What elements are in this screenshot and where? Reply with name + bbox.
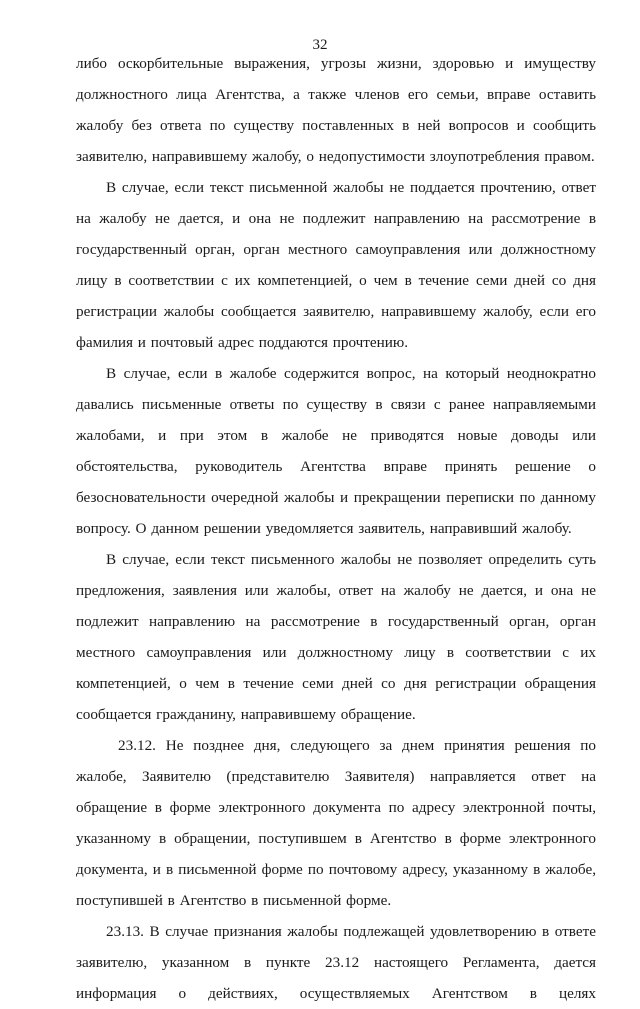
document-body [76, 48, 596, 1009]
paragraph-undefined-essence: В случае, если текст письменного жалобы не позволяет определить суть предложения, заявления или жалобы, ответ на жалобу не дается, и она не подлежит направлению на рассмотрение в государственный орган, орган местного самоуправления или должностному лицу в соответствии с их компетенцией, о чем в течение семи дней со дня регистрации обращения сообщается гражданину, направившему обращение. [76, 551, 596, 723]
paragraph-repeated-question: В случае, если в жалобе содержится вопрос, на который неоднократно давались письменные ответы по существу в связи с ранее направляемыми жалобами, и при этом в жалобе не приводятся новые доводы или обстоятельства, руководитель Агентства вправе принять решение о безосновательности очередной жалобы и прекращении переписки по данному вопросу. О данном решении уведомляется заявитель, направивший жалобу. [76, 365, 596, 537]
paragraph-23-13: 23.13. В случае признания жалобы подлежащей удовлетворению в ответе заявителю, указанном в пункте 23.12 настоящего Регламента, дается информация о действиях, осуществляемых Агентством в целях [76, 923, 596, 1002]
paragraph-continuation: либо оскорбительные выражения, угрозы жизни, здоровью и имуществу должностного лица Агентства, а также членов его семьи, вправе оставить жалобу без ответа по существу поставленных в ней вопросов и сообщить заявителю, направившему жалобу, о недопустимости злоупотребления правом. [76, 55, 596, 165]
page-number: 32 [312, 37, 328, 53]
paragraph-unreadable-complaint: В случае, если текст письменной жалобы не поддается прочтению, ответ на жалобу не дается, и она не подлежит направлению на рассмотрение в государственный орган, орган местного самоуправления или должностному лицу в соответствии с их компетенцией, о чем в течение семи дней со дня регистрации жалобы сообщается заявителю, направившему жалобу, если его фамилия и почтовый адрес поддаются прочтению. [76, 179, 596, 351]
paragraph-23-12: 23.12. Не позднее дня, следующего за днем принятия решения по жалобе, Заявителю (представителю Заявителя) направляется ответ на обращение в форме электронного документа по адресу электронной почты, указанному в обращении, поступившем в Агентство в форме электронного документа, и в письменной форме по почтовому адресу, указанному в жалобе, поступившей в Агентство в письменной форме. [76, 737, 596, 909]
